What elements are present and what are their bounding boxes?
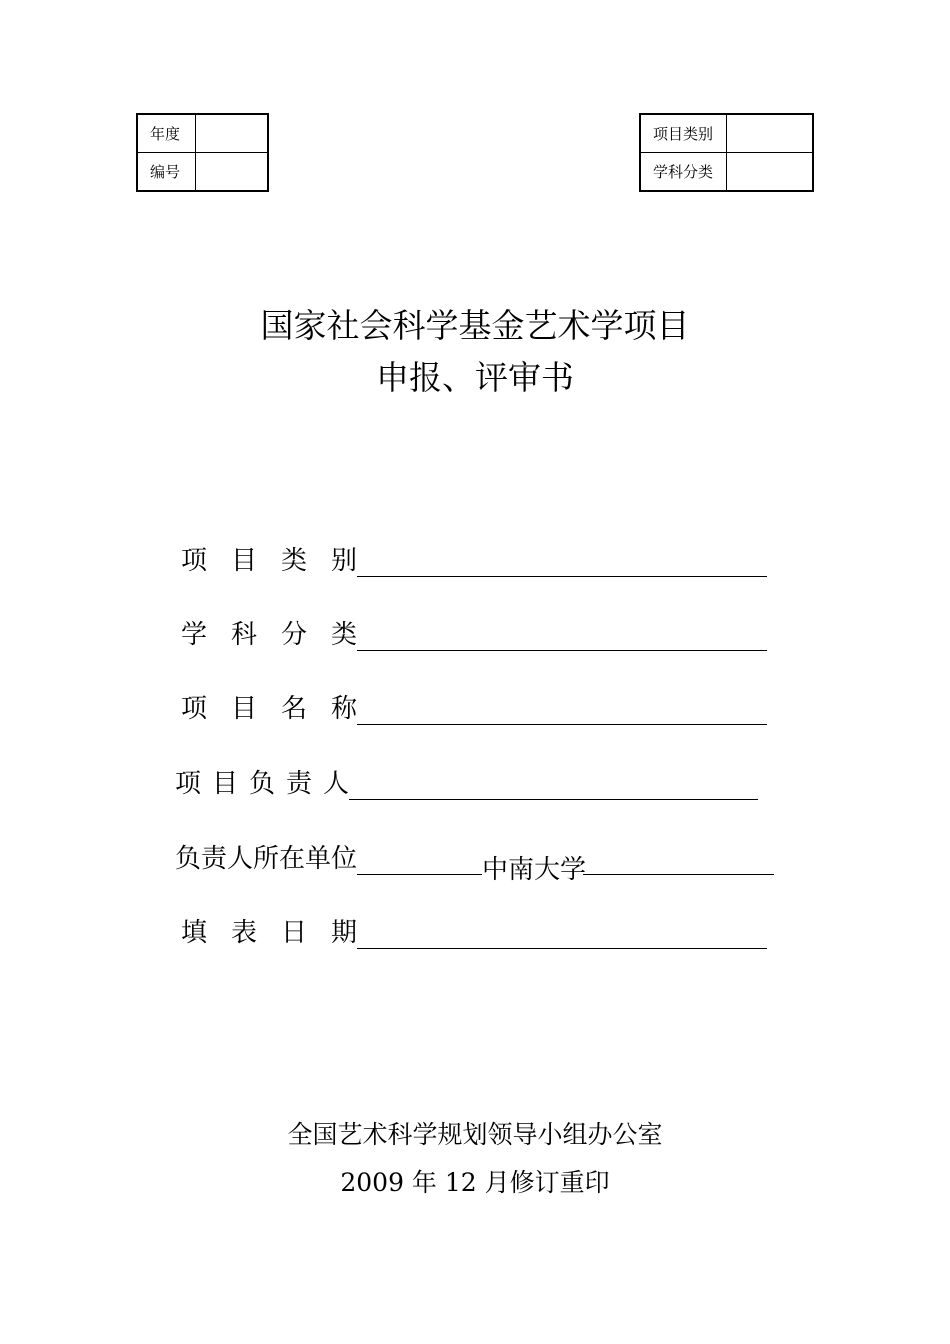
- field-line[interactable]: [357, 698, 767, 725]
- table-row: [640, 153, 813, 192]
- document-title: 国家社会科学基金艺术学项目: [260, 306, 690, 345]
- discipline-value[interactable]: [727, 153, 814, 192]
- footer-organization: 全国艺术科学规划领导小组办公室: [287, 1120, 663, 1149]
- number-label: 编号: [137, 153, 196, 192]
- table-row: [137, 114, 268, 153]
- discipline-label: 学科分类: [640, 153, 727, 192]
- field-discipline: [181, 614, 767, 651]
- header-table-year-number: [136, 113, 269, 192]
- field-fill-date: [181, 912, 767, 949]
- field-label: 项目名称: [181, 694, 382, 724]
- field-line-prefix: [357, 848, 482, 875]
- number-value[interactable]: [196, 153, 269, 192]
- field-unit: [175, 838, 774, 885]
- footer-date: 2009 年 12 月修订重印: [340, 1168, 610, 1197]
- field-line[interactable]: [357, 624, 767, 651]
- field-label: 项目类别: [181, 546, 382, 576]
- year-label: 年度: [137, 114, 196, 153]
- field-line[interactable]: [357, 550, 767, 577]
- document-subtitle: 申报、评审书: [376, 358, 574, 397]
- year-value[interactable]: [196, 114, 269, 153]
- field-line-suffix: [583, 848, 774, 875]
- field-leader: [175, 763, 758, 800]
- field-label: 学科分类: [181, 620, 382, 650]
- field-project-type: [181, 540, 767, 577]
- field-line[interactable]: [349, 773, 758, 800]
- header-table-category: [639, 113, 814, 192]
- table-row: [640, 114, 813, 153]
- field-project-name: [181, 688, 767, 725]
- field-label: 项目负责人: [175, 769, 361, 799]
- table-row: [137, 153, 268, 192]
- project-type-label: 项目类别: [640, 114, 727, 153]
- field-line[interactable]: [357, 922, 767, 949]
- field-label: 填表日期: [181, 918, 382, 948]
- unit-value[interactable]: 中南大学: [482, 855, 587, 885]
- field-label: 负责人所在单位: [175, 844, 358, 874]
- project-type-value[interactable]: [727, 114, 814, 153]
